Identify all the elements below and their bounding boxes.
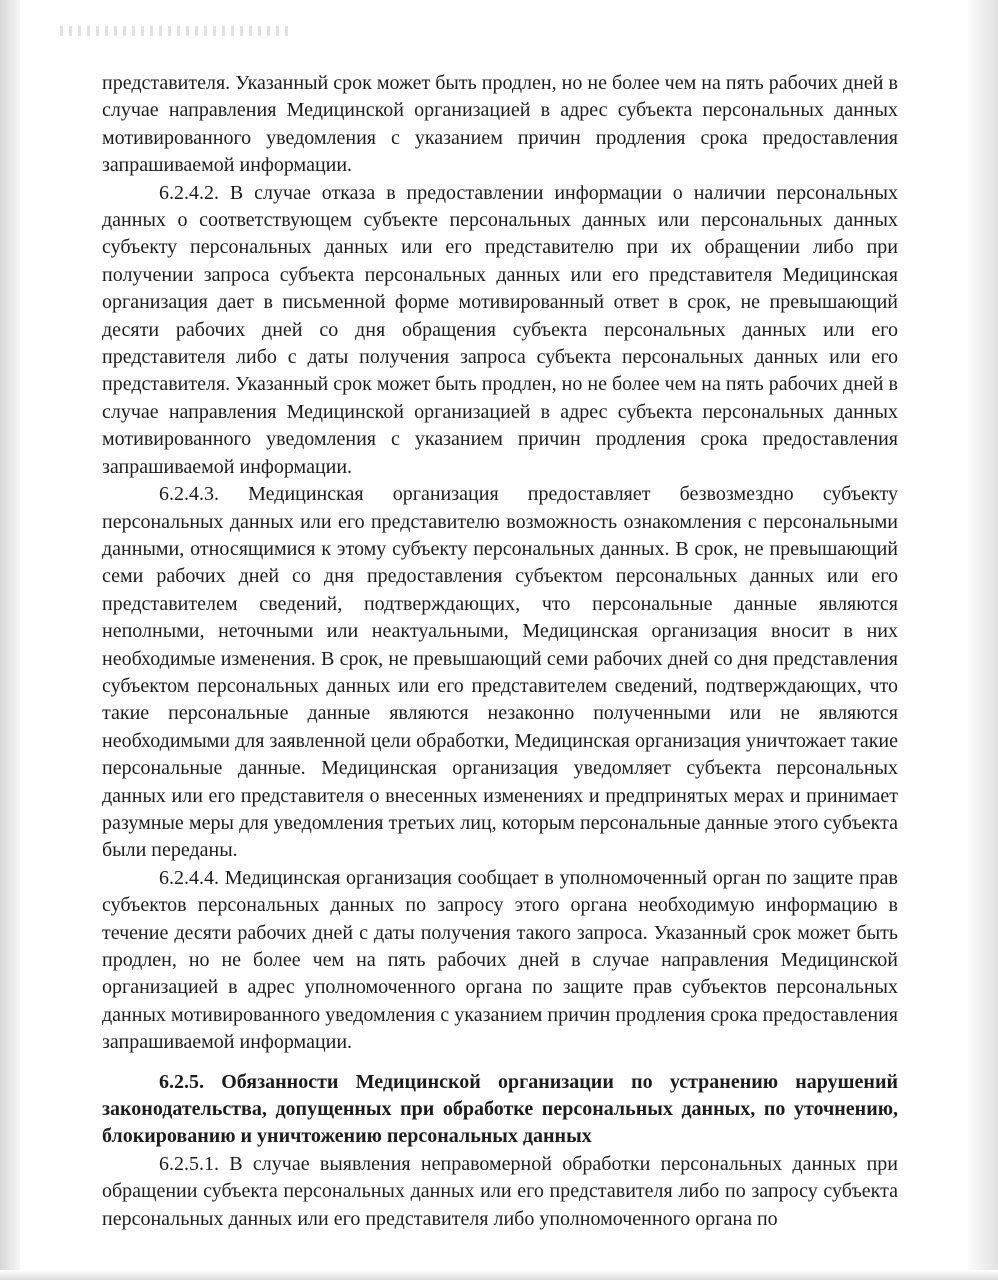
page-shadow-bottom (0, 1270, 998, 1280)
paragraph-6-2-4-2: 6.2.4.2. В случае отказа в предоставлении информации о наличии персональных данных о соответствующем субъекте персональных данных или персональных данных субъекту персональных данных или его представителю при их обращении либо при получении запроса субъекта персональных данных или его представителя Медицинская организация дает в письменной форме мотивированный ответ в срок, не превышающий десяти рабочих дней со дня обращения субъекта персональных данных или его представителя либо с даты получения запроса субъекта персональных данных или его представителя. Указанный срок может быть продлен, но не более чем на пять рабочих дней в случае направления Медицинской организацией в адрес субъекта персональных данных мотивированного уведомления с указанием причин продления срока предоставления запрашиваемой информации. (102, 181, 898, 478)
paragraph-6-2-4-3: 6.2.4.3. Медицинская организация предоставляет безвозмездно субъекту персональных данных или его представителю возможность ознакомления с персональными данными, относящимися к этому субъекту персональных данных. В срок, не превышающий семи рабочих дней со дня предоставления субъектом персональных данных или его представителем сведений, подтверждающих, что персональные данные являются неполными, неточными или неактуальными, Медицинская организация вносит в них необходимые изменения. В срок, не превышающий семи рабочих дней со дня представления субъектом персональных данных или его представителем сведений, подтверждающих, что такие персональные данные являются незаконно полученными или не являются необходимыми для заявленной цели обработки, Медицинская организация уничтожает такие персональные данные. Медицинская организация уведомляет субъекта персональных данных или его представителя о внесенных изменениях и предпринятых мерах и принимает разумные меры для уведомления третьих лиц, которым персональные данные этого субъекта были переданы. (102, 483, 898, 862)
paragraph-6-2-4-4: 6.2.4.4. Медицинская организация сообщает в уполномоченный орган по защите прав субъектов персональных данных по запросу этого органа необходимую информацию в течение десяти рабочих дней с даты получения такого запроса. Указанный срок может быть продлен, но не более чем на пять рабочих дней в случае направления Медицинской организацией в адрес уполномоченного органа по защите прав субъектов персональных данных мотивированного уведомления с указанием причин продления срока предоставления запрашиваемой информации. (102, 866, 898, 1054)
paragraph-continuation: представителя. Указанный срок может быть продлен, но не более чем на пять рабочих дней в случае направления Медицинской организацией в адрес субъекта персональных данных мотивированного уведомления с указанием причин продления срока предоставления запрашиваемой информации. (102, 72, 898, 177)
paragraph-6-2-5-1: 6.2.5.1. В случае выявления неправомерной обработки персональных данных при обращении субъекта персональных данных или его представителя либо по запросу субъекта персональных данных или его представителя либо уполномоченного органа по (102, 1152, 898, 1230)
faded-header-artifact (60, 26, 290, 36)
section-heading-6-2-5: 6.2.5. Обязанности Медицинской организации по устранению нарушений законодательства, допущенных при обработке персональных данных, по уточнению, блокированию и уничтожению персональных данных (102, 1070, 898, 1148)
page-shadow-right (968, 0, 998, 1280)
page-shadow-left (0, 0, 20, 1280)
document-body (102, 70, 898, 1233)
